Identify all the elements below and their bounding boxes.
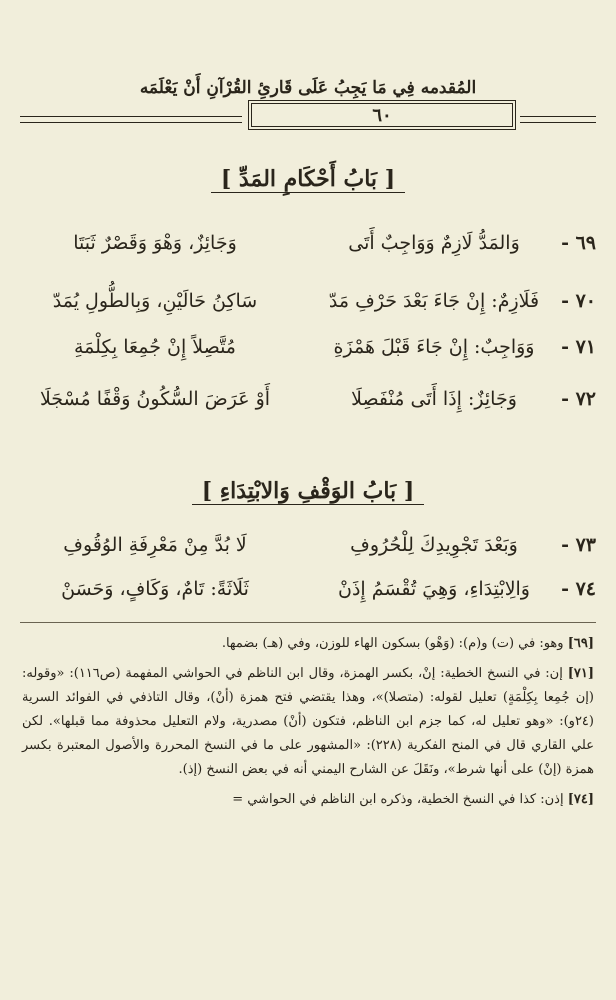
verse-second-hemistich: ثَلَاثَةً: تَامٌ، وَكَافٍ، وَحَسَنْ — [61, 578, 249, 600]
footnote-mark: [٧١] — [567, 666, 595, 681]
verse-line — [20, 328, 596, 368]
verse-line — [20, 526, 596, 566]
chapter-title-waqf — [0, 478, 616, 505]
verse-number: ٧١ - — [561, 336, 596, 358]
running-head: المُقدمه فِي مَا يَجِبُ عَلَى قَارئِ القُرْآنِ أَنْ يَعْلَمَه — [139, 78, 477, 98]
page-number-box — [248, 100, 516, 130]
footnote — [22, 632, 594, 656]
footnote — [22, 788, 594, 812]
verse-first-hemistich: فَلَازِمٌ: إِنْ جَاءَ بَعْدَ حَرْفِ مَدّ — [328, 290, 540, 312]
verse-first-hemistich: وَالمَدُّ لَازِمٌ وَوَاجِبٌ أَتَى — [348, 232, 520, 254]
verse-first-hemistich: وَجَائِزٌ: إِذَا أَتَى مُنْفَصِلَا — [351, 388, 517, 410]
verse-number: ٧٤ - — [561, 578, 596, 600]
verse-second-hemistich: سَاكِنُ حَالَيْنِ، وَبِالطُّولِ يُمَدّ — [52, 290, 258, 312]
footnote — [22, 662, 594, 782]
verse-first-hemistich: وَوَاجِبٌ: إِنْ جَاءَ قَبْلَ هَمْزَةِ — [333, 336, 535, 358]
verse-number: ٧٠ - — [561, 290, 596, 312]
header-rule-left — [20, 116, 242, 123]
verse-line — [20, 224, 596, 264]
verse-number: ٧٣ - — [561, 534, 596, 556]
page-number: ٦٠ — [372, 105, 392, 126]
header-rule — [20, 100, 596, 136]
verse-first-hemistich: وَبَعْدَ تَجْوِيدِكَ لِلْحُرُوفِ — [350, 534, 518, 556]
verse-first-hemistich: وَالِابْتِدَاءِ، وَهِيَ تُقْسَمُ إِذَنْ — [338, 578, 530, 600]
footnote-text: إن: في النسخ الخطية: إنْ، بكسر الهمزة، وقال ابن الناظم في الحواشي المفهمة (ص١١٦): «وقوله: (إن جُمِعا بِكِلْمَةٍ) تعليل لقوله: (متصلا)»، وهذا يقتضي فتح همزة (أنْ)، وقال التاذفي في الفوائد السرية (٢٤و): «وهو تعليل له، كما جزم ابن الناظم، فتكون (أنْ) مصدرية، ولام التعليل محذوفة مما قبلها». لكن علي القاري قال في المنح الفكرية (٢٢٨): «المشهور على ما في النسخ المحررة والأصول المعتبرة بكسر همزة (إنْ) على أنها شرط»، ونَقَلَ عن الشارح اليمني أنه في بعض النسخ (إذ). — [22, 666, 594, 777]
footnote-mark: [٦٩] — [567, 636, 594, 651]
footnote-mark: [٧٤] — [567, 792, 594, 807]
verse-line — [20, 282, 596, 322]
verse-number: ٦٩ - — [561, 232, 596, 254]
footnote-text: وهو: في (ت) و(م): (وَهْو) بسكون الهاء للوزن، وفي (هـ) بضمها. — [221, 636, 564, 651]
chapter-title-text: [ بَابُ أَحْكَامِ المَدِّ ] — [211, 166, 405, 193]
footnote-text: إذن: كذا في النسخ الخطية، وذكره ابن الناظم في الحواشي = — [232, 792, 564, 807]
verse-second-hemistich: مُتَّصِلاً إِنْ جُمِعَا بِكِلْمَةِ — [73, 336, 236, 358]
verse-line — [20, 380, 596, 420]
footnotes — [22, 632, 594, 812]
verse-second-hemistich: لَا بُدَّ مِنْ مَعْرِفَةِ الوُقُوفِ — [63, 534, 247, 556]
header-rule-right — [520, 116, 596, 123]
verse-second-hemistich: أَوْ عَرَضَ السُّكُونُ وَقْفًا مُسْجَلَا — [39, 388, 271, 410]
verse-line — [20, 570, 596, 610]
chapter-title-text: [ بَابُ الوَقْفِ وَالابْتِدَاءِ ] — [192, 478, 425, 505]
verse-second-hemistich: وَجَائِزٌ، وَهْوَ وَقَصْرٌ ثَبَتَا — [73, 232, 237, 254]
footnote-separator — [20, 622, 596, 623]
verse-number: ٧٢ - — [561, 388, 596, 410]
chapter-title-madd — [0, 166, 616, 193]
